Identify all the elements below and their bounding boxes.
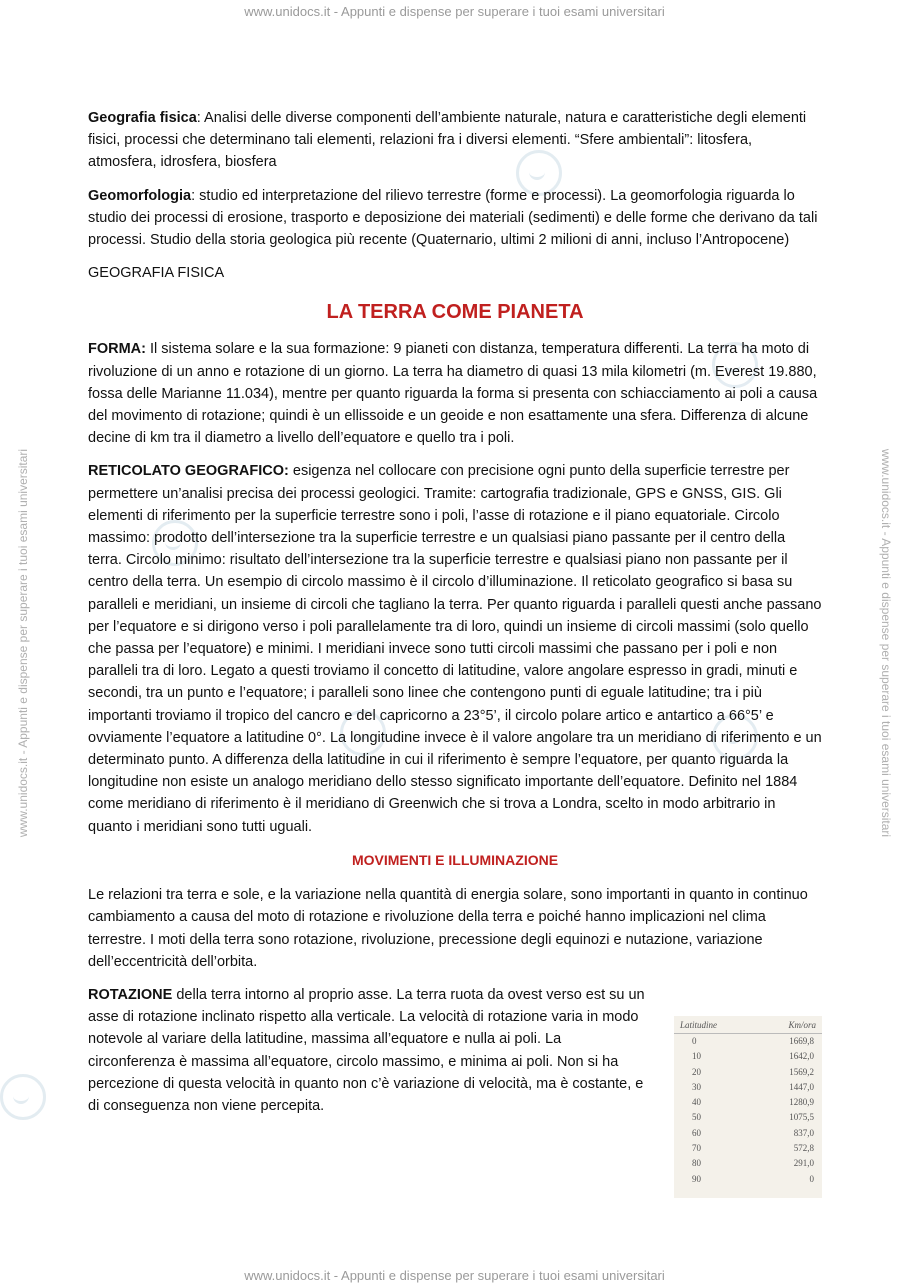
table-row [674, 1049, 822, 1064]
table-row [674, 1080, 822, 1095]
term-label: Geomorfologia [88, 187, 192, 204]
latitude-cell: 0 [692, 1036, 697, 1046]
section-subtitle: MOVIMENTI E ILLUMINAZIONE [351, 851, 559, 868]
speed-cell: 837,0 [793, 1127, 814, 1138]
paragraph-text: della terra intorno al proprio asse. La terra ruota da ovest verso est su un asse di rotazione inclinato rispetto alla verticale. La velocità di rotazione varia in modo notevole al variare della latitudine, massima all’equatore e nulla ai poli. La circonferenza è massima all’equatore, circolo massimo, e minima ai poli. Non si ha percezione di questa velocità in quanto non c’è variazione di velocità, ma è costante, e di conseguenza non viene percepita. [88, 986, 645, 1114]
table-row [674, 1156, 822, 1171]
table-row [674, 1126, 822, 1141]
column-header-speed: Km/ora [788, 1020, 816, 1030]
latitude-cell: 70 [692, 1143, 701, 1154]
speed-cell: 572,8 [793, 1143, 814, 1154]
speed-cell: 1447,0 [789, 1081, 814, 1092]
watermark-bottom: www.unidocs.it - Appunti e dispense per superare i tuoi esami universitari [244, 1268, 665, 1283]
paragraph-geomorfologia [88, 185, 822, 252]
paragraph-rotazione [88, 984, 650, 1117]
speed-cell: 0 [809, 1173, 814, 1184]
term-label: ROTAZIONE [88, 986, 173, 1003]
speed-cell: 1569,2 [789, 1066, 814, 1077]
latitude-cell: 50 [692, 1112, 701, 1123]
paragraph-geografia-fisica [88, 107, 822, 174]
paragraph-relazioni [88, 884, 822, 973]
table-row [674, 1110, 822, 1125]
document-body [88, 107, 822, 1128]
speed-cell: 1642,0 [789, 1051, 814, 1062]
term-label: Geografia fisica [88, 110, 197, 126]
table-row [674, 1095, 822, 1110]
table-header [674, 1016, 822, 1034]
paragraph-text: Le relazioni tra terra e sole, e la variazione nella quantità di energia solare, sono importanti in quanto in continuo cambiamento a causa del moto di rotazione e rivoluzione della terra e poiché hanno implicazioni nel clima terrestre. I moti della terra sono rotazione, rivoluzione, precessione degli equinozi e nutazione, variazione dell’eccentricità dell’orbita. [88, 887, 808, 970]
speed-cell: 1075,5 [789, 1112, 814, 1123]
watermark-top: www.unidocs.it - Appunti e dispense per superare i tuoi esami universitari [244, 4, 665, 19]
latitude-cell: 30 [692, 1081, 701, 1092]
latitude-cell: 10 [692, 1051, 701, 1062]
paragraph-text: : Analisi delle diverse componenti dell’ambiente naturale, natura e caratteristiche degli elementi fisici, processi che determinano tali elementi, relazioni fra i diversi elementi. “Sfere ambientali”: litosfera, atmosfera, idrosfera, biosfera [88, 110, 807, 171]
column-header-latitude: Latitudine [680, 1020, 718, 1030]
table-row [674, 1065, 822, 1080]
paragraph-text: : studio ed interpretazione del rilievo terrestre (forme e processi). La geomorfologia riguarda lo studio dei processi di erosione, trasporto e deposizione dei materiali (sedimenti) e delle forme che derivano da tali processi. Studio della storia geologica più recente (Quaternario, ultimi 2 milioni di anni, incluso l’Antropocene) [88, 187, 818, 249]
latitude-cell: 60 [692, 1127, 701, 1138]
latitude-cell: 90 [692, 1173, 701, 1184]
speed-cell: 1280,9 [789, 1097, 814, 1108]
paragraph-forma [88, 338, 822, 449]
table-row [674, 1172, 822, 1187]
paragraph-text: esigenza nel collocare con precisione ogni punto della superficie terrestre per permettere un’analisi precisa dei processi geologici. Tramite: cartografia tradizionale, GPS e GNSS, GIS. Gli elementi di riferimento per la superficie terrestre sono i poli, l’asse di rotazione e il piano equatoriale. Circolo massimo: prodotto dell’intersezione tra la superficie terrestre e un qualsiasi piano passante per il centro della terra. Circolo minimo: risultato dell’intersezione tra la superficie terrestre e qualsiasi piano non passante per il centro della terra. Un esempio di circolo massimo è il circolo d’illuminazione. Il reticolato geografico si basa su paralleli e meridiani, un insieme di circoli che tagliano la terra. Per quanto riguarda i paralleli questi anche passano per l’equatore e si dirigono verso i poli parallelamente tra di loro, quindi un insieme di circoli massimi (solo quello che passa per l’equatore) e minimi. I meridiani invece sono tutti circoli massimi che passano per i poli e non paralleli tra di loro. Legato a questi troviamo il concetto di latitudine, valore angolare espresso in gradi, minuti e secondi, tra un punto e l’equatore; i paralleli sono linee che contengono punti di eguale latitudine; tra i più importanti troviamo il tropico del cancro e del capricorno a 23°5’, il circolo polare artico e antartico a 66°5’ e ovviamente l’equatore a latitudine 0°. La longitudine invece è il valore angolare tra un meridiano di riferimento e un determinato punto. A differenza della latitudine in cui il riferimento è sempre l’equatore, per quanto riguarda la longitudine non esiste un analogo meridiano dello stesso significato importante dell’equatore. Definito nel 1884 come meridiano di riferimento è il meridiano di Greenwich che si trova a Londra, scelto in modo arbitrario in quanto i meridiani sono tutti uguali. [88, 463, 822, 835]
term-label: RETICOLATO GEOGRAFICO: [88, 463, 289, 480]
table-row [674, 1034, 822, 1049]
section-label: GEOGRAFIA FISICA [88, 265, 225, 282]
table-row [674, 1141, 822, 1156]
page-title: LA TERRA COME PIANETA [326, 301, 584, 324]
latitude-cell: 40 [692, 1097, 701, 1108]
rotation-speed-table [674, 1016, 822, 1198]
term-label: FORMA: [88, 341, 146, 358]
table-body [674, 1034, 822, 1187]
paragraph-text: Il sistema solare e la sua formazione: 9 pianeti con distanza, temperatura differenti. La terra ha moto di rivoluzione di un anno e rotazione di un giorno. La terra ha diametro di quasi 13 mila kilometri (m. Everest 19.880, fossa delle Marianne 11.034), mentre per quanto riguarda la forma si presenta con schiacciamento ai poli a causa del movimento di rotazione; quindi è un ellissoide e un geoide e non esattamente una sfera. Differenza di alcune decine di km tra il diametro a livello dell’equatore e quello tra i poli. [88, 341, 818, 447]
speed-cell: 1669,8 [789, 1036, 814, 1046]
paragraph-reticolato [88, 460, 822, 837]
watermark-right: www.unidocs.it - Appunti e dispense per superare i tuoi esami universitari [879, 448, 893, 838]
latitude-cell: 80 [692, 1158, 701, 1169]
watermark-logo-icon [0, 1074, 46, 1120]
speed-cell: 291,0 [793, 1158, 814, 1169]
latitude-cell: 20 [692, 1066, 701, 1077]
watermark-left: www.unidocs.it - Appunti e dispense per superare i tuoi esami universitari [16, 448, 30, 838]
